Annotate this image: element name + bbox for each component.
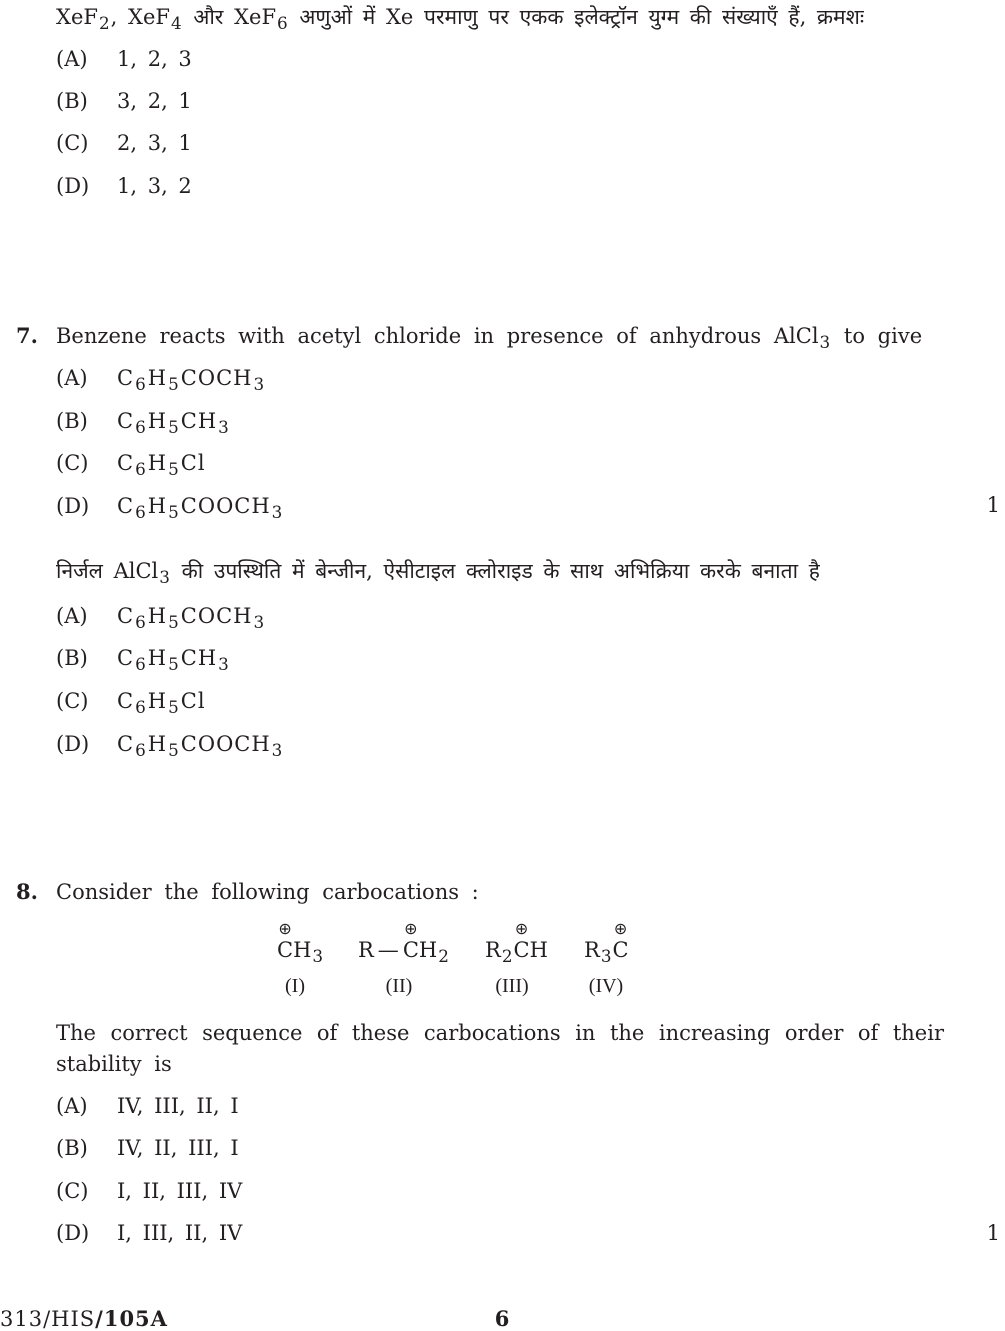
option-letter: (D): [56, 1221, 90, 1245]
subscript: 3: [312, 946, 324, 967]
carbon-atom: C: [513, 938, 530, 962]
option-value: 1, 3, 2: [117, 174, 192, 198]
option-value: $C_6H_5CH_3$: [117, 409, 230, 438]
option-letter: (B): [56, 409, 88, 433]
option-c: [56, 128, 192, 158]
question-text-hindi: XeF$_2$, XeF$_4$ और XeF$_6$ अणुओं में Xe परमाणु पर एकक इलेक्ट्रॉन युग्म की संख्याएँ हैं, क्रमशः: [56, 5, 865, 34]
charged-carbon: [513, 919, 530, 965]
option-d: [56, 171, 192, 201]
question-text: Benzene reacts with acetyl chloride in presence of anhydrous AlCl$_3$ to give: [56, 324, 923, 353]
paper-code-suffix: /105A: [95, 1306, 168, 1331]
subscript: 5: [168, 612, 180, 633]
formula-after: H: [529, 938, 548, 962]
option-value: $C_6H_5COCH_3$: [117, 604, 266, 633]
page-number: 6: [494, 1306, 510, 1331]
option-a: [56, 363, 266, 393]
subscript: 3: [159, 567, 170, 588]
option-value: $C_6H_5COOCH_3$: [117, 494, 284, 523]
subscript: 3: [218, 417, 230, 438]
subscript: 2: [438, 946, 449, 967]
question-number: 7.: [16, 323, 38, 348]
subscript: 3: [253, 374, 266, 395]
subscript: 5: [168, 697, 180, 718]
question-text-hindi: निर्जल AlCl$_3$ की उपस्थिति में बेन्जीन, ऐसीटाइल क्लोराइड के साथ अभिक्रिया करके बनाता है: [56, 559, 820, 588]
subscript: 3: [600, 946, 612, 967]
subscript: 6: [135, 459, 147, 480]
marks: 1: [986, 493, 1000, 517]
option-value: $C_6H_5COCH_3$: [117, 366, 266, 395]
subscript: 6: [135, 697, 147, 718]
option-value: I, II, III, IV: [117, 1179, 243, 1203]
option-b: [56, 86, 192, 116]
charged-carbon: [612, 919, 629, 965]
positive-charge-symbol: ⊕: [278, 919, 292, 938]
carbocation-2: [358, 919, 450, 967]
option-value: 2, 3, 1: [117, 131, 192, 155]
option-letter: (C): [56, 451, 89, 475]
option-letter: (A): [56, 1094, 88, 1118]
option-letter: (C): [56, 131, 89, 155]
option-letter: (C): [56, 1179, 89, 1203]
option-value: I, III, II, IV: [117, 1221, 243, 1245]
question-stem: The correct sequence of these carbocations in the increasing order of their stability is: [56, 1021, 944, 1076]
charged-carbon: [402, 919, 419, 965]
subscript: 2: [501, 946, 513, 967]
subscript: 6: [135, 502, 147, 523]
subscript: 5: [168, 374, 180, 395]
marks: 1: [986, 1221, 1000, 1245]
option-letter: (B): [56, 646, 88, 670]
subscript: 3: [271, 740, 284, 761]
carbocation-label: (III): [495, 975, 529, 997]
option-letter: (A): [56, 47, 88, 71]
option-value: $C_6H_5Cl$: [117, 689, 206, 718]
option-letter: (B): [56, 1136, 88, 1160]
subscript: 2: [98, 13, 110, 34]
option-letter: (D): [56, 732, 90, 756]
option-value: IV, III, II, I: [117, 1094, 239, 1118]
positive-charge-symbol: ⊕: [613, 919, 628, 938]
option-b-hindi: [56, 643, 231, 673]
option-value: $C_6H_5CH_3$: [117, 646, 230, 675]
carbon-atom: C: [612, 938, 629, 962]
carbon-atom: C: [277, 938, 294, 962]
option-value: $C_6H_5Cl$: [117, 451, 206, 480]
option-letter: (C): [56, 689, 89, 713]
carbocation-1: [277, 919, 324, 967]
option-letter: (D): [56, 174, 90, 198]
carbon-atom: C: [402, 938, 419, 962]
formula-after: $H_3$: [293, 938, 324, 967]
subscript: 5: [168, 417, 180, 438]
option-letter: (A): [56, 366, 88, 390]
subscript: 4: [170, 13, 182, 34]
option-value: IV, II, III, I: [117, 1136, 239, 1160]
option-a: [56, 44, 192, 74]
option-value: 1, 2, 3: [117, 47, 192, 71]
subscript: 3: [218, 654, 230, 675]
carbocation-label: (II): [385, 975, 413, 997]
positive-charge-symbol: ⊕: [404, 919, 418, 938]
subscript: 6: [135, 374, 147, 395]
option-d: [56, 491, 284, 521]
option-c-hindi: [56, 686, 206, 716]
formula-after: $H_2$: [418, 938, 449, 967]
option-d-hindi: [56, 729, 284, 759]
subscript: 6: [135, 654, 147, 675]
formula-before: R—: [358, 938, 403, 962]
option-b: [56, 406, 231, 436]
paper-code: [0, 1306, 168, 1331]
subscript: 5: [168, 654, 180, 675]
subscript: 6: [135, 740, 147, 761]
carbocation-3: [485, 919, 548, 967]
option-c: [56, 1176, 242, 1206]
option-c: [56, 448, 206, 478]
question-intro: Consider the following carbocations :: [56, 880, 479, 904]
formula-before: $R_3$: [584, 938, 612, 967]
charged-carbon: [277, 919, 294, 965]
subscript: 5: [168, 459, 180, 480]
carbocation-4: [584, 919, 629, 967]
option-a-hindi: [56, 601, 266, 631]
subscript: 6: [277, 13, 288, 34]
subscript: 3: [819, 332, 831, 353]
carbocation-label: (I): [285, 975, 305, 997]
subscript: 5: [168, 740, 180, 761]
option-a: [56, 1091, 239, 1121]
subscript: 6: [135, 417, 147, 438]
option-value: 3, 2, 1: [117, 89, 192, 113]
positive-charge-symbol: ⊕: [514, 919, 529, 938]
subscript: 6: [135, 612, 147, 633]
option-letter: (A): [56, 604, 88, 628]
option-letter: (D): [56, 494, 90, 518]
carbocation-label: (IV): [588, 975, 624, 997]
option-b: [56, 1133, 239, 1163]
formula-before: $R_2$: [485, 938, 513, 967]
subscript: 3: [253, 612, 266, 633]
question-number: 8.: [16, 879, 38, 904]
subscript: 5: [168, 502, 180, 523]
subscript: 3: [271, 502, 284, 523]
option-value: $C_6H_5COOCH_3$: [117, 732, 284, 761]
option-d: [56, 1218, 242, 1248]
paper-code-prefix: 313/HIS: [0, 1307, 96, 1331]
option-letter: (B): [56, 89, 88, 113]
